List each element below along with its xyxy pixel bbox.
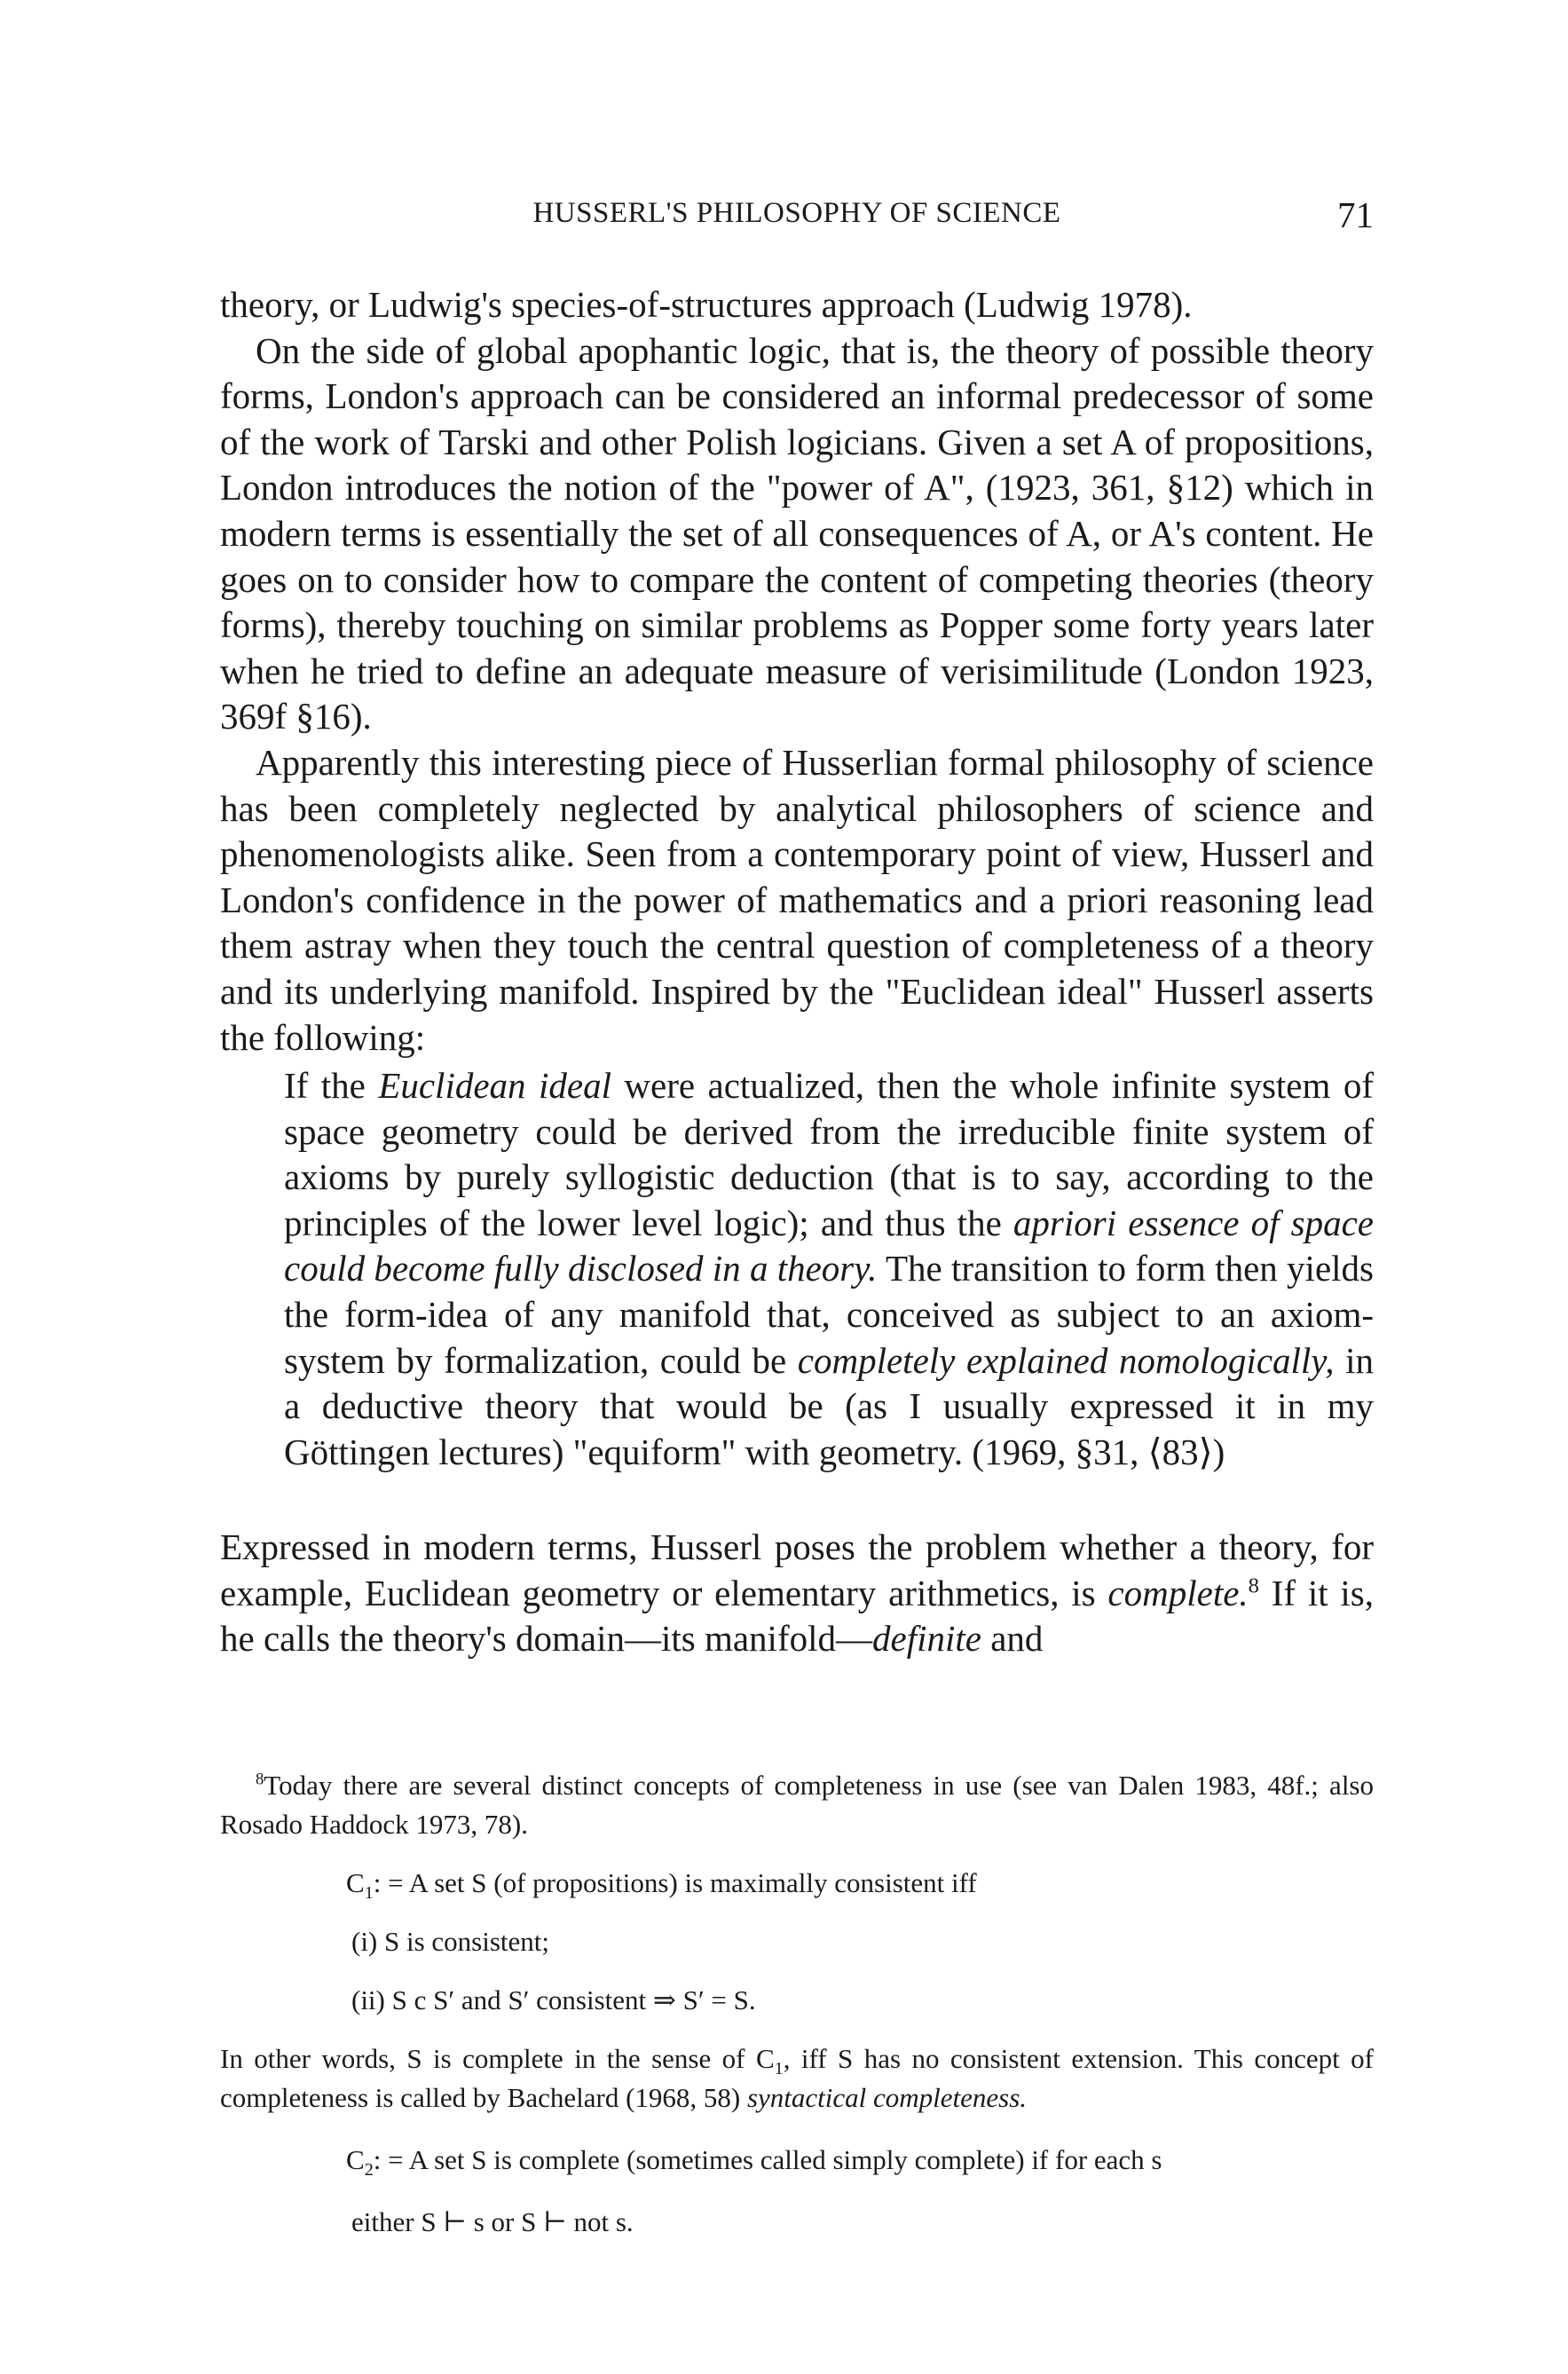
emphasis-definite: definite bbox=[872, 1618, 981, 1660]
footnote-text: Today there are several distinct concepts of completeness in use (see van Dalen 1983, 48f.; also Rosado Haddock 1973, 78). bbox=[220, 1770, 1374, 1840]
c1-subscript: 1 bbox=[364, 1883, 374, 1904]
paragraph-apophantic-logic: On the side of global apophantic logic, that is, the theory of possible theory forms, London's approach can be considered an informal predecessor of some of the work of Tarski and other Polish logicians. Given a set A of propositions, London introduces the notion of the "power of A", (1923, 361, §12) which in modern terms is essentially the set of all consequences of A, or A's content. He goes on to consider how to compare the content of competing theories (theory forms), thereby touching on similar problems as Popper some forty years later when he tried to define an adequate measure of verisimilitude (London 1923, 369f §16). bbox=[220, 329, 1374, 737]
text-segment-2: If it is, he calls the theory's domain—its manifold— bbox=[220, 1572, 1375, 1660]
c2-label: C bbox=[346, 2144, 365, 2175]
paragraph-completeness bbox=[220, 1525, 1374, 1662]
emphasis-complete: complete. bbox=[1107, 1572, 1249, 1613]
quote-text-4: in a deductive theory that would be (as I usually expressed it in my Göttingen lectures) "equiform" with geometry. (1969, §31, ⟨83⟩) bbox=[284, 1339, 1374, 1472]
fn-p2-text-1: In other words, S is complete in the sense of C bbox=[220, 2043, 775, 2074]
quote-paragraph bbox=[284, 1063, 1374, 1475]
block-quote bbox=[284, 1063, 1374, 1475]
quote-emphasis-3: completely explained nomologically, bbox=[797, 1339, 1335, 1381]
fn-p2-subscript: 1 bbox=[774, 2059, 784, 2079]
quote-text-1: If the bbox=[284, 1065, 379, 1106]
paragraph-continuation: theory, or Ludwig's species-of-structures approach (Ludwig 1978). bbox=[220, 284, 1193, 325]
text-segment-3: and bbox=[981, 1618, 1044, 1660]
c2-subscript: 2 bbox=[364, 2160, 374, 2181]
definition-c2 bbox=[220, 2141, 1374, 2180]
footnote-reference[interactable]: 8 bbox=[1248, 1573, 1259, 1597]
quote-emphasis-2: apriori essence of space could become fully disclosed in a theory. bbox=[284, 1202, 1374, 1290]
running-title: HUSSERL'S PHILOSOPHY OF SCIENCE bbox=[532, 197, 1061, 229]
c1-label: C bbox=[346, 1867, 365, 1898]
main-text bbox=[220, 282, 1374, 1061]
footnote-8 bbox=[220, 1766, 1374, 1844]
definition-c2-continued: either S ⊢ s or S ⊢ not s. bbox=[351, 2206, 634, 2237]
paragraph-husserlian-philosophy: Apparently this interesting piece of Husserlian formal philosophy of science has been completely neglected by analytical philosophers of science and phenomenologists alike. Seen from a contemporary point of view, Husserl and London's confidence in the power of mathematics and a priori reasoning lead them astray when they touch the central question of completeness of a theory and its underlying manifold. Inspired by the "Euclidean ideal" Husserl asserts the following: bbox=[220, 741, 1374, 1058]
quote-emphasis-1: Euclidean ideal bbox=[378, 1065, 611, 1106]
condition-i: (i) S is consistent; bbox=[351, 1926, 550, 1957]
page-header bbox=[220, 194, 1374, 250]
definition-c1 bbox=[220, 1864, 1374, 1903]
c2-definition: : = A set S is complete (sometimes called simply complete) if for each s bbox=[373, 2144, 1162, 2175]
fn-p2-emphasis: syntactical completeness. bbox=[746, 2082, 1028, 2113]
condition-ii: (ii) S c S′ and S′ consistent ⇒ S′ = S. bbox=[351, 1984, 756, 2015]
main-text-continued bbox=[220, 1525, 1374, 1662]
c1-definition: : = A set S (of propositions) is maximally consistent iff bbox=[373, 1867, 977, 1898]
footnote-paragraph-2 bbox=[220, 2039, 1374, 2118]
fn-p2-text-2: , iff S has no consistent extension. This concept of completeness is called by Bachelard (1968, 58) bbox=[220, 2043, 1374, 2113]
footnote-marker: 8 bbox=[256, 1770, 264, 1789]
quote-text-2: were actualized, then the whole infinite system of space geometry could be derived from the irreducible finite system of axioms by purely syllogistic deduction (that is to say, according to the principles of the lower level logic); and thus the bbox=[284, 1065, 1374, 1243]
page-number: 71 bbox=[1337, 194, 1374, 235]
text-segment-1: Expressed in modern terms, Husserl poses the problem whether a theory, for example, Euclidean geometry or elementary arithmetics, is bbox=[220, 1526, 1374, 1613]
quote-text-3: The transition to form then yields the form-idea of any manifold that, conceived as subject to an axiom-system by formalization, could be bbox=[284, 1248, 1374, 1381]
footnote-section bbox=[220, 1766, 1374, 2242]
